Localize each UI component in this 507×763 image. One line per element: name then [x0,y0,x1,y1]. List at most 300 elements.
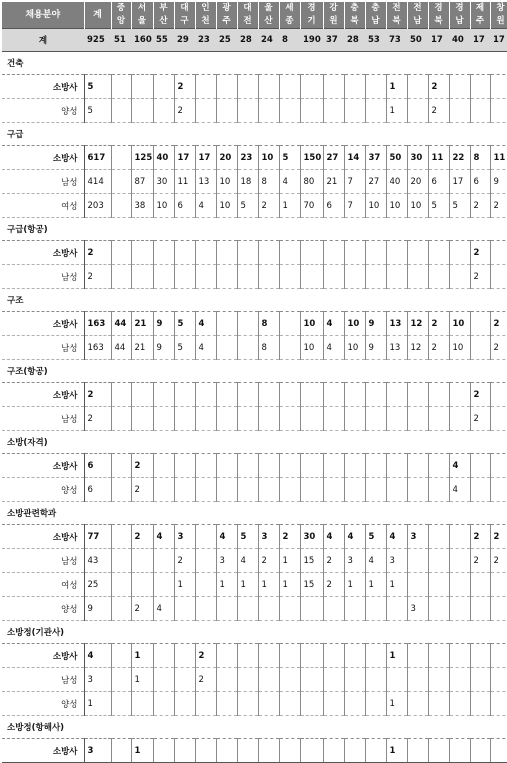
row-total-cell: 163 [84,336,111,360]
region-cell: 5 [237,525,258,549]
region-cell [111,644,131,668]
region-cell [258,739,279,763]
region-cell [449,739,470,763]
region-header: 서 울 [131,2,153,29]
row-total-cell: 2 [84,407,111,431]
region-cell: 2 [490,312,507,336]
region-cell: 1 [386,739,407,763]
region-cell [131,241,153,265]
region-cell: 4 [195,312,216,336]
region-cell: 1 [131,668,153,692]
row-total-cell: 2 [84,241,111,265]
total-cell: 40 [449,29,470,52]
region-cell [365,739,386,763]
row-total-cell: 6 [84,454,111,478]
region-cell [407,549,428,573]
region-cell: 3 [216,549,237,573]
region-cell [237,241,258,265]
table-row [2,478,507,502]
region-cell [111,549,131,573]
region-cell [216,99,237,123]
region-cell: 2 [195,644,216,668]
region-cell [490,454,507,478]
region-cell: 1 [344,573,365,597]
region-cell [344,99,365,123]
region-cell [365,407,386,431]
region-cell: 10 [407,194,428,218]
region-header: 대 구 [174,2,195,29]
region-cell [237,312,258,336]
region-cell: 21 [323,170,344,194]
region-cell: 10 [386,194,407,218]
region-cell [111,478,131,502]
row-total-cell: 617 [84,146,111,170]
region-cell: 8 [258,170,279,194]
region-cell [428,383,449,407]
total-cell: 73 [386,29,407,52]
region-cell [428,407,449,431]
region-cell: 10 [258,146,279,170]
region-cell: 10 [153,194,174,218]
region-cell [407,692,428,716]
region-header: 대 전 [237,2,258,29]
region-cell: 10 [300,312,323,336]
region-cell [131,265,153,289]
total-cell: 23 [195,29,216,52]
region-cell [365,644,386,668]
region-cell [344,75,365,99]
region-cell [490,383,507,407]
region-cell [216,597,237,621]
region-cell [153,668,174,692]
region-cell [470,454,490,478]
row-total-cell: 77 [84,525,111,549]
region-cell: 87 [131,170,153,194]
region-cell [216,692,237,716]
region-header: 광 주 [216,2,237,29]
region-cell [449,241,470,265]
region-cell: 15 [300,573,323,597]
region-cell [490,597,507,621]
region-cell: 6 [323,194,344,218]
row-label: 남성 [2,336,84,360]
region-cell [300,454,323,478]
region-cell [386,454,407,478]
region-cell [323,407,344,431]
region-cell: 5 [237,194,258,218]
region-cell: 30 [153,170,174,194]
region-cell [195,407,216,431]
region-cell [386,407,407,431]
region-cell [258,383,279,407]
region-cell [407,454,428,478]
region-cell [470,668,490,692]
region-cell [153,241,174,265]
region-cell [131,692,153,716]
region-cell [490,241,507,265]
table-row [2,99,507,123]
region-cell: 2 [131,478,153,502]
region-cell: 2 [174,75,195,99]
table-row [2,75,507,99]
table-row [2,407,507,431]
region-cell [365,241,386,265]
total-header: 계 [84,2,111,29]
region-cell [237,75,258,99]
table-row [2,146,507,170]
region-cell [386,478,407,502]
row-total-cell: 3 [84,668,111,692]
total-cell: 28 [237,29,258,52]
region-cell [279,692,300,716]
region-cell [174,668,195,692]
region-cell [153,573,174,597]
region-cell [216,75,237,99]
region-cell: 30 [300,525,323,549]
region-cell [407,383,428,407]
section-title: 구급(항공) [2,218,507,241]
region-cell [344,407,365,431]
table-row [2,241,507,265]
region-cell [279,644,300,668]
row-total-cell: 2 [84,383,111,407]
region-cell: 1 [386,573,407,597]
region-cell: 2 [470,525,490,549]
region-cell: 2 [258,549,279,573]
region-cell [153,739,174,763]
region-cell [258,454,279,478]
region-cell [344,454,365,478]
region-cell: 18 [237,170,258,194]
region-cell [153,478,174,502]
section-title: 구조(항공) [2,360,507,383]
region-cell [323,383,344,407]
region-cell [300,668,323,692]
region-cell [111,407,131,431]
total-cell: 55 [153,29,174,52]
table-row [2,644,507,668]
region-cell [428,573,449,597]
region-cell [279,597,300,621]
total-cell: 8 [279,29,300,52]
region-cell: 2 [131,454,153,478]
region-cell: 7 [344,194,365,218]
row-label: 양성 [2,692,84,716]
region-cell: 4 [279,170,300,194]
region-cell: 2 [428,75,449,99]
region-cell [470,312,490,336]
region-cell: 10 [344,312,365,336]
region-cell: 4 [449,478,470,502]
section-title: 소방정(기관사) [2,621,507,644]
region-cell [111,739,131,763]
region-cell: 10 [300,336,323,360]
region-cell [490,668,507,692]
region-cell [195,99,216,123]
table-row [2,525,507,549]
region-cell [174,597,195,621]
region-header: 인 천 [195,2,216,29]
region-cell [470,478,490,502]
region-cell [407,573,428,597]
region-cell [237,383,258,407]
region-cell: 7 [344,170,365,194]
region-cell [300,99,323,123]
region-cell: 70 [300,194,323,218]
region-cell: 4 [153,597,174,621]
region-cell [111,692,131,716]
region-cell: 10 [344,336,365,360]
region-cell: 20 [407,170,428,194]
region-cell [153,99,174,123]
region-cell: 2 [490,549,507,573]
row-label: 남성 [2,265,84,289]
region-cell: 10 [365,194,386,218]
region-cell [428,739,449,763]
region-cell: 44 [111,312,131,336]
region-cell: 1 [258,573,279,597]
table-row [2,454,507,478]
region-cell [153,407,174,431]
region-cell: 6 [428,170,449,194]
region-cell [111,383,131,407]
region-cell [279,99,300,123]
region-cell [237,265,258,289]
region-cell: 21 [131,336,153,360]
region-cell: 30 [407,146,428,170]
region-cell [174,644,195,668]
region-cell [237,407,258,431]
region-cell: 2 [279,525,300,549]
region-cell [344,478,365,502]
region-cell [153,75,174,99]
region-cell: 2 [470,549,490,573]
row-label: 남성 [2,549,84,573]
region-cell [470,739,490,763]
region-cell: 9 [365,312,386,336]
region-cell [153,383,174,407]
region-cell [216,336,237,360]
region-cell [258,99,279,123]
row-total-cell: 414 [84,170,111,194]
region-cell [174,407,195,431]
row-label: 소방사 [2,739,84,763]
region-cell: 14 [344,146,365,170]
region-cell [195,478,216,502]
region-cell [258,241,279,265]
row-label: 소방사 [2,454,84,478]
row-label: 양성 [2,597,84,621]
region-cell: 9 [153,336,174,360]
region-cell [111,75,131,99]
region-cell [449,597,470,621]
region-cell [111,194,131,218]
row-total-cell: 163 [84,312,111,336]
total-row [2,29,507,52]
table-row [2,692,507,716]
region-cell [300,692,323,716]
region-cell: 22 [449,146,470,170]
region-cell [111,668,131,692]
region-cell [300,478,323,502]
region-cell [195,692,216,716]
total-cell: 17 [470,29,490,52]
region-header: 중 앙 [111,2,131,29]
region-header: 충 북 [344,2,365,29]
region-cell [323,241,344,265]
region-cell [279,668,300,692]
region-cell: 11 [174,170,195,194]
region-cell: 4 [449,454,470,478]
region-cell [428,644,449,668]
region-cell: 3 [344,549,365,573]
region-cell: 3 [386,549,407,573]
region-cell: 5 [174,336,195,360]
region-cell: 3 [258,525,279,549]
region-cell [407,265,428,289]
region-cell: 1 [386,99,407,123]
region-cell: 10 [449,312,470,336]
region-cell [365,454,386,478]
region-cell [449,549,470,573]
region-cell: 4 [386,525,407,549]
region-cell: 80 [300,170,323,194]
region-cell [428,241,449,265]
table-row [2,383,507,407]
region-cell: 2 [174,549,195,573]
row-label: 소방사 [2,383,84,407]
total-cell: 53 [365,29,386,52]
row-total-cell: 4 [84,644,111,668]
row-total-cell: 203 [84,194,111,218]
region-cell [407,739,428,763]
region-cell [174,241,195,265]
region-cell: 1 [386,692,407,716]
region-cell [300,739,323,763]
region-cell [490,644,507,668]
region-cell [365,265,386,289]
region-cell: 44 [111,336,131,360]
row-total-cell: 43 [84,549,111,573]
table-row [2,170,507,194]
region-cell [195,739,216,763]
section-header-row [2,716,507,739]
region-cell [344,597,365,621]
row-label: 남성 [2,668,84,692]
region-cell: 11 [428,146,449,170]
region-cell [323,739,344,763]
region-cell [428,692,449,716]
region-cell [470,336,490,360]
region-cell: 125 [131,146,153,170]
region-cell [490,692,507,716]
row-total-cell: 1 [84,692,111,716]
row-total-cell: 3 [84,739,111,763]
total-cell: 24 [258,29,279,52]
region-cell [216,241,237,265]
region-cell: 10 [216,170,237,194]
row-label: 양성 [2,478,84,502]
region-cell [174,739,195,763]
region-cell: 4 [344,525,365,549]
region-cell [258,644,279,668]
region-cell: 3 [407,597,428,621]
region-cell [237,99,258,123]
region-cell [449,644,470,668]
region-cell: 6 [174,194,195,218]
region-cell [490,265,507,289]
total-row-label: 계 [2,29,84,52]
region-header: 전 남 [407,2,428,29]
region-cell [344,692,365,716]
region-cell [111,525,131,549]
region-cell [365,597,386,621]
region-cell [449,692,470,716]
region-cell [258,265,279,289]
region-cell [279,241,300,265]
region-cell [258,478,279,502]
region-cell [407,241,428,265]
region-cell: 4 [323,312,344,336]
region-cell [449,525,470,549]
region-cell [195,383,216,407]
region-cell [428,478,449,502]
region-cell [490,99,507,123]
row-label: 양성 [2,99,84,123]
row-label: 남성 [2,407,84,431]
section-header-row [2,621,507,644]
region-cell [131,99,153,123]
region-cell [365,692,386,716]
region-cell [131,75,153,99]
region-cell [195,549,216,573]
region-cell: 11 [490,146,507,170]
region-header: 부 산 [153,2,174,29]
region-cell: 10 [216,194,237,218]
region-cell [279,478,300,502]
region-cell [279,75,300,99]
region-header: 창 원 [490,2,507,29]
region-cell [174,478,195,502]
region-cell [428,265,449,289]
total-cell: 51 [111,29,131,52]
table-row [2,265,507,289]
region-cell [323,99,344,123]
region-cell: 4 [237,549,258,573]
region-header: 울 산 [258,2,279,29]
region-cell [237,454,258,478]
region-cell [449,668,470,692]
region-cell: 4 [195,194,216,218]
region-cell [237,644,258,668]
total-cell: 37 [323,29,344,52]
region-cell [216,383,237,407]
table-row [2,573,507,597]
region-cell [323,597,344,621]
section-header-row [2,123,507,146]
section-title: 소방(자격) [2,431,507,454]
region-cell [449,573,470,597]
row-label: 소방사 [2,75,84,99]
region-cell [174,454,195,478]
region-cell [237,692,258,716]
region-cell [111,146,131,170]
table-row [2,312,507,336]
region-cell [300,383,323,407]
region-header: 경 남 [449,2,470,29]
region-cell: 2 [470,241,490,265]
region-cell [300,644,323,668]
